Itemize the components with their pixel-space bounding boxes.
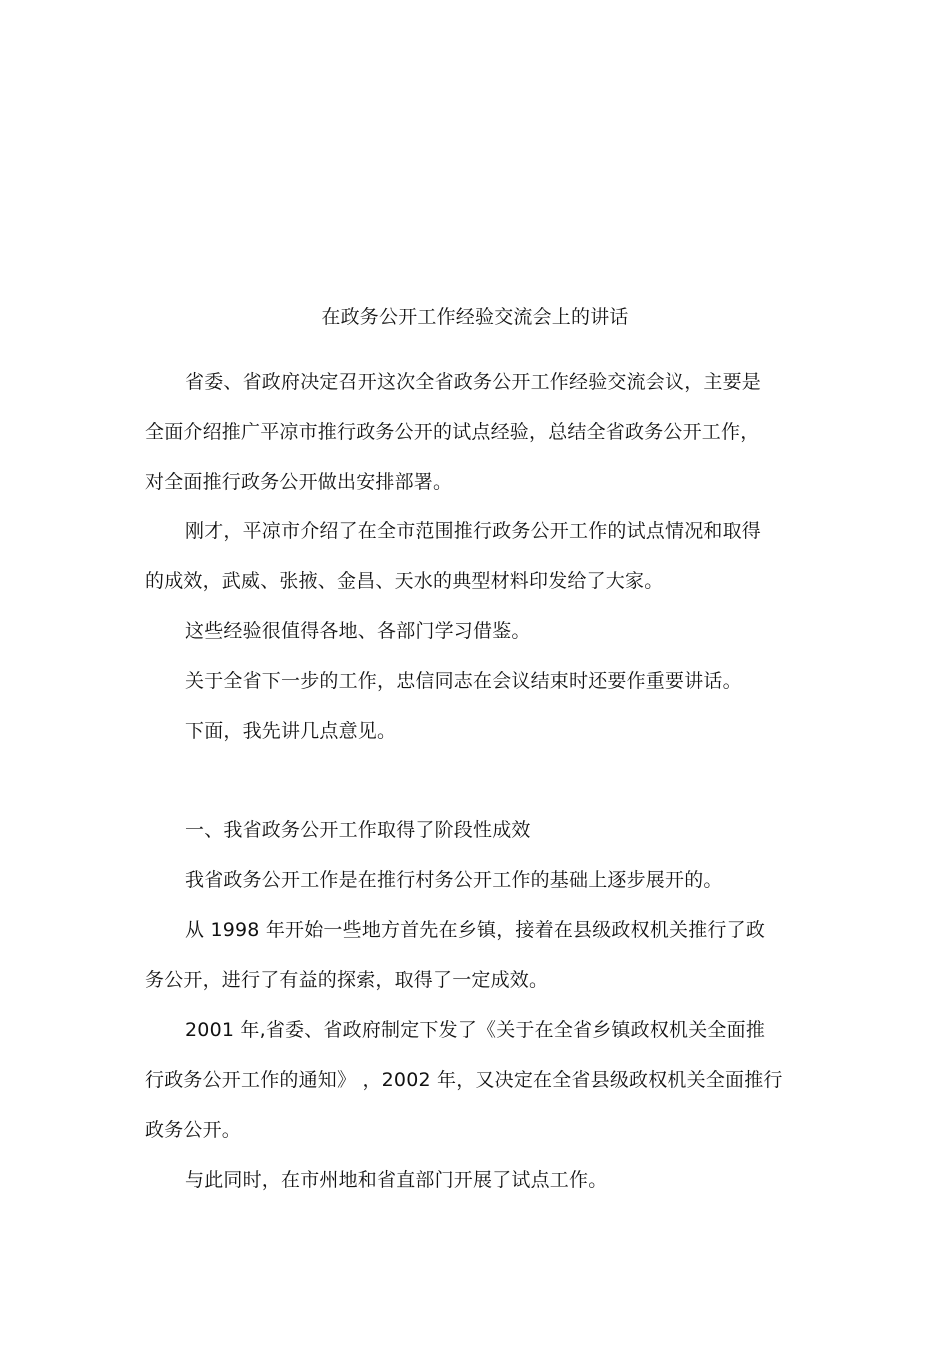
paragraph-line: 与此同时，在市州地和省直部门开展了试点工作。 <box>185 1169 608 1191</box>
section-heading: 一、我省政务公开工作取得了阶段性成效 <box>185 819 531 841</box>
paragraph-line: 政务公开。 <box>145 1119 242 1141</box>
paragraph-line: 下面，我先讲几点意见。 <box>185 720 397 742</box>
paragraph-line: 我省政务公开工作是在推行村务公开工作的基础上逐步展开的。 <box>185 869 723 891</box>
paragraph-line: 刚才，平凉市介绍了在全市范围推行政务公开工作的试点情况和取得 <box>185 520 762 542</box>
paragraph-line: 关于全省下一步的工作，忠信同志在会议结束时还要作重要讲话。 <box>185 670 742 692</box>
paragraph-line: 2001 年,省委、省政府制定下发了《关于在全省乡镇政权机关全面推 <box>185 1019 766 1041</box>
document-title: 在政务公开工作经验交流会上的讲话 <box>321 306 629 328</box>
paragraph-line: 的成效，武威、张掖、金昌、天水的典型材料印发给了大家。 <box>145 570 664 592</box>
paragraph-line: 务公开，进行了有益的探索，取得了一定成效。 <box>145 969 549 991</box>
paragraph-line: 行政务公开工作的通知》 ，2002 年，又决定在全省县级政权机关全面推行 <box>145 1069 783 1091</box>
paragraph-line: 全面介绍推广平凉市推行政务公开的试点经验，总结全省政务公开工作， <box>145 421 760 443</box>
paragraph-line: 对全面推行政务公开做出安排部署。 <box>145 471 453 493</box>
paragraph-line: 省委、省政府决定召开这次全省政务公开工作经验交流会议，主要是 <box>185 371 762 393</box>
paragraph-line: 这些经验很值得各地、各部门学习借鉴。 <box>185 620 531 642</box>
paragraph-line: 从 1998 年开始一些地方首先在乡镇，接着在县级政权机关推行了政 <box>185 919 766 941</box>
